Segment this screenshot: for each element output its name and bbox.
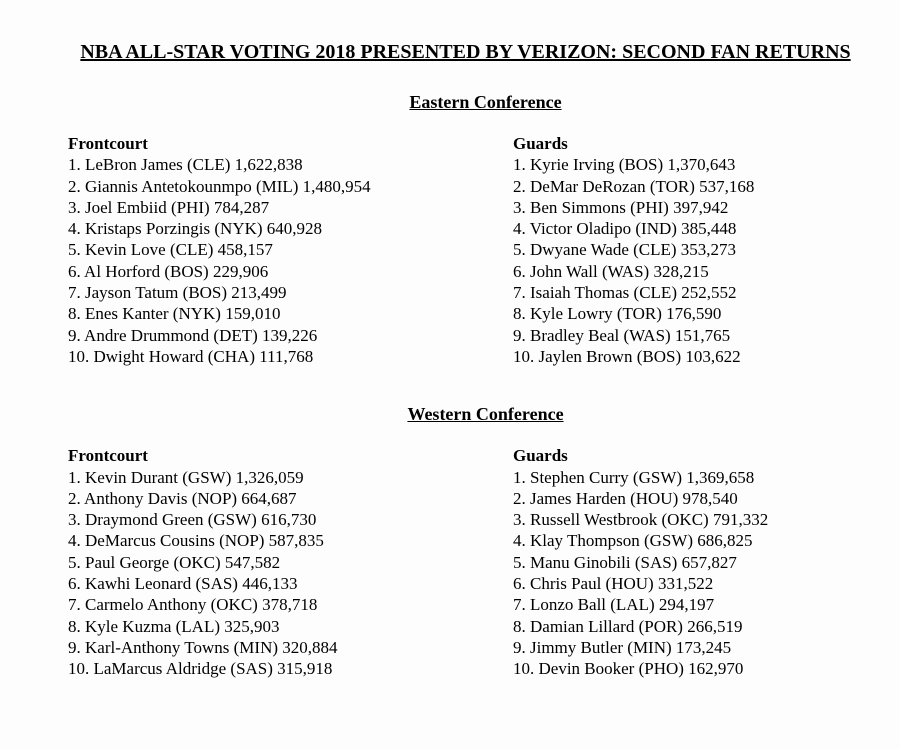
player-entry: 1. LeBron James (CLE) 1,622,838: [68, 155, 303, 175]
player-entry: 7. Isaiah Thomas (CLE) 252,552: [513, 283, 737, 303]
player-entry: 10. Devin Booker (PHO) 162,970: [513, 659, 744, 679]
western-conference-section: [68, 403, 863, 679]
player-entry: 3. Joel Embiid (PHI) 784,287: [68, 197, 270, 217]
page-title: NBA ALL-STAR VOTING 2018 PRESENTED BY VERIZON: SECOND FAN RETURNS: [80, 41, 851, 63]
eastern-guards-column: [513, 133, 863, 367]
player-entry: 5. Kevin Love (CLE) 458,157: [68, 240, 273, 260]
western-guards-column: [513, 445, 863, 679]
player-entry: 2. James Harden (HOU) 978,540: [513, 488, 738, 508]
player-entry: 9. Andre Drummond (DET) 139,226: [68, 325, 318, 345]
player-entry: 8. Damian Lillard (POR) 266,519: [513, 616, 743, 636]
player-entry: 8. Kyle Lowry (TOR) 176,590: [513, 304, 722, 324]
player-entry: 1. Kyrie Irving (BOS) 1,370,643: [513, 155, 736, 175]
eastern-frontcourt-list: [68, 154, 513, 367]
player-entry: 1. Stephen Curry (GSW) 1,369,658: [513, 467, 755, 487]
eastern-columns: [68, 133, 863, 367]
player-entry: 10. LaMarcus Aldridge (SAS) 315,918: [68, 659, 333, 679]
player-entry: 6. John Wall (WAS) 328,215: [513, 261, 709, 281]
player-entry: 5. Manu Ginobili (SAS) 657,827: [513, 552, 737, 572]
player-entry: 9. Bradley Beal (WAS) 151,765: [513, 325, 731, 345]
western-columns: [68, 445, 863, 679]
player-entry: 4. Klay Thompson (GSW) 686,825: [513, 531, 753, 551]
player-entry: 10. Dwight Howard (CHA) 111,768: [68, 346, 314, 366]
western-conference-heading: Western Conference: [407, 404, 564, 425]
player-entry: 8. Enes Kanter (NYK) 159,010: [68, 304, 281, 324]
player-entry: 4. DeMarcus Cousins (NOP) 587,835: [68, 531, 324, 551]
player-entry: 8. Kyle Kuzma (LAL) 325,903: [68, 616, 280, 636]
player-entry: 7. Lonzo Ball (LAL) 294,197: [513, 595, 715, 615]
player-entry: 7. Jayson Tatum (BOS) 213,499: [68, 283, 287, 303]
western-frontcourt-header: Frontcourt: [68, 446, 148, 466]
player-entry: 6. Chris Paul (HOU) 331,522: [513, 574, 714, 594]
player-entry: 9. Jimmy Butler (MIN) 173,245: [513, 637, 732, 657]
player-entry: 5. Dwyane Wade (CLE) 353,273: [513, 240, 737, 260]
player-entry: 2. Giannis Antetokounmpo (MIL) 1,480,954: [68, 176, 371, 196]
player-entry: 9. Karl-Anthony Towns (MIN) 320,884: [68, 637, 338, 657]
western-frontcourt-column: [68, 445, 513, 679]
eastern-conference-section: [68, 91, 863, 367]
player-entry: 1. Kevin Durant (GSW) 1,326,059: [68, 467, 304, 487]
eastern-frontcourt-header: Frontcourt: [68, 134, 148, 153]
player-entry: 4. Kristaps Porzingis (NYK) 640,928: [68, 219, 323, 239]
eastern-frontcourt-column: [68, 133, 513, 367]
player-entry: 10. Jaylen Brown (BOS) 103,622: [513, 346, 741, 366]
player-entry: 2. DeMar DeRozan (TOR) 537,168: [513, 176, 755, 196]
eastern-guards-list: [513, 154, 863, 367]
player-entry: 6. Kawhi Leonard (SAS) 446,133: [68, 574, 298, 594]
player-entry: 4. Victor Oladipo (IND) 385,448: [513, 219, 737, 239]
player-entry: 3. Draymond Green (GSW) 616,730: [68, 510, 317, 530]
western-guards-list: [513, 467, 863, 680]
western-guards-header: Guards: [513, 446, 568, 466]
player-entry: 5. Paul George (OKC) 547,582: [68, 552, 281, 572]
player-entry: 7. Carmelo Anthony (OKC) 378,718: [68, 595, 318, 615]
player-entry: 3. Ben Simmons (PHI) 397,942: [513, 197, 729, 217]
player-entry: 6. Al Horford (BOS) 229,906: [68, 261, 269, 281]
player-entry: 3. Russell Westbrook (OKC) 791,332: [513, 510, 769, 530]
eastern-guards-header: Guards: [513, 134, 568, 153]
western-frontcourt-list: [68, 467, 513, 680]
eastern-conference-heading: Eastern Conference: [409, 92, 562, 112]
player-entry: 2. Anthony Davis (NOP) 664,687: [68, 488, 297, 508]
